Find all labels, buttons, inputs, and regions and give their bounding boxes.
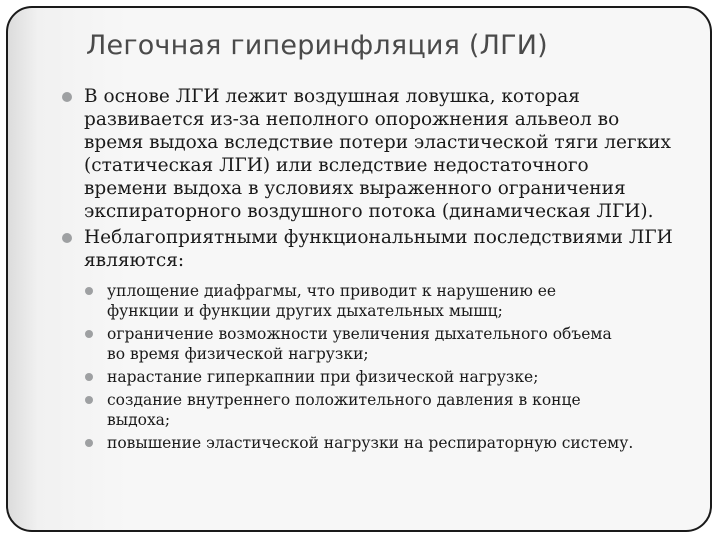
sub-bullet-line: ограничение возможности увеличения дыхательного объема xyxy=(107,325,612,343)
bullet-dot-icon xyxy=(85,287,93,295)
sub-bullet-line: уплощение диафрагмы, что приводит к нарушению ее xyxy=(107,282,557,300)
sub-bullet-list xyxy=(80,281,708,453)
slide xyxy=(6,6,712,532)
sub-bullet-item xyxy=(80,324,708,364)
bullet-dot-icon xyxy=(85,439,93,447)
bullet-dot-icon xyxy=(62,233,72,243)
bullet-line: экспираторного воздушного потока (динамическая ЛГИ). xyxy=(84,201,654,222)
bullet-dot-icon xyxy=(85,396,93,404)
bullet-line: В основе ЛГИ лежит воздушная ловушка, которая xyxy=(84,86,580,107)
bullet-item xyxy=(58,85,708,223)
bullet-dot-icon xyxy=(85,330,93,338)
bullet-item xyxy=(58,226,708,272)
sub-bullet-item xyxy=(80,281,708,321)
bullet-dot-icon xyxy=(85,373,93,381)
sub-bullet-line: функции и функции других дыхательных мышц; xyxy=(107,302,503,320)
bullet-line: (статическая ЛГИ) или вследствие недостаточного xyxy=(84,155,589,176)
bullet-line: развивается из-за неполного опорожнения альвеол во xyxy=(84,109,620,130)
sub-bullet-item xyxy=(80,390,708,430)
bullet-line: являются: xyxy=(84,250,185,271)
sub-bullet-line: создание внутреннего положительного давления в конце xyxy=(107,391,581,409)
sub-bullet-line: повышение эластической нагрузки на респираторную систему. xyxy=(107,434,634,452)
sub-bullet-line: нарастание гиперкапнии при физической нагрузке; xyxy=(107,368,539,386)
bullet-line: время выдоха вследствие потери эластической тяги легких xyxy=(84,132,671,153)
sub-bullet-line: во время физической нагрузки; xyxy=(107,345,369,363)
slide-body xyxy=(58,85,708,456)
sub-bullet-line: выдоха; xyxy=(107,411,171,429)
bullet-line: времени выдоха в условиях выраженного ограничения xyxy=(84,178,626,199)
slide-title: Легочная гиперинфляция (ЛГИ) xyxy=(86,30,548,61)
bullet-dot-icon xyxy=(62,92,72,102)
sub-bullet-item xyxy=(80,433,708,453)
bullet-line: Неблагоприятными функциональными последствиями ЛГИ xyxy=(84,227,673,248)
sub-bullet-item xyxy=(80,367,708,387)
